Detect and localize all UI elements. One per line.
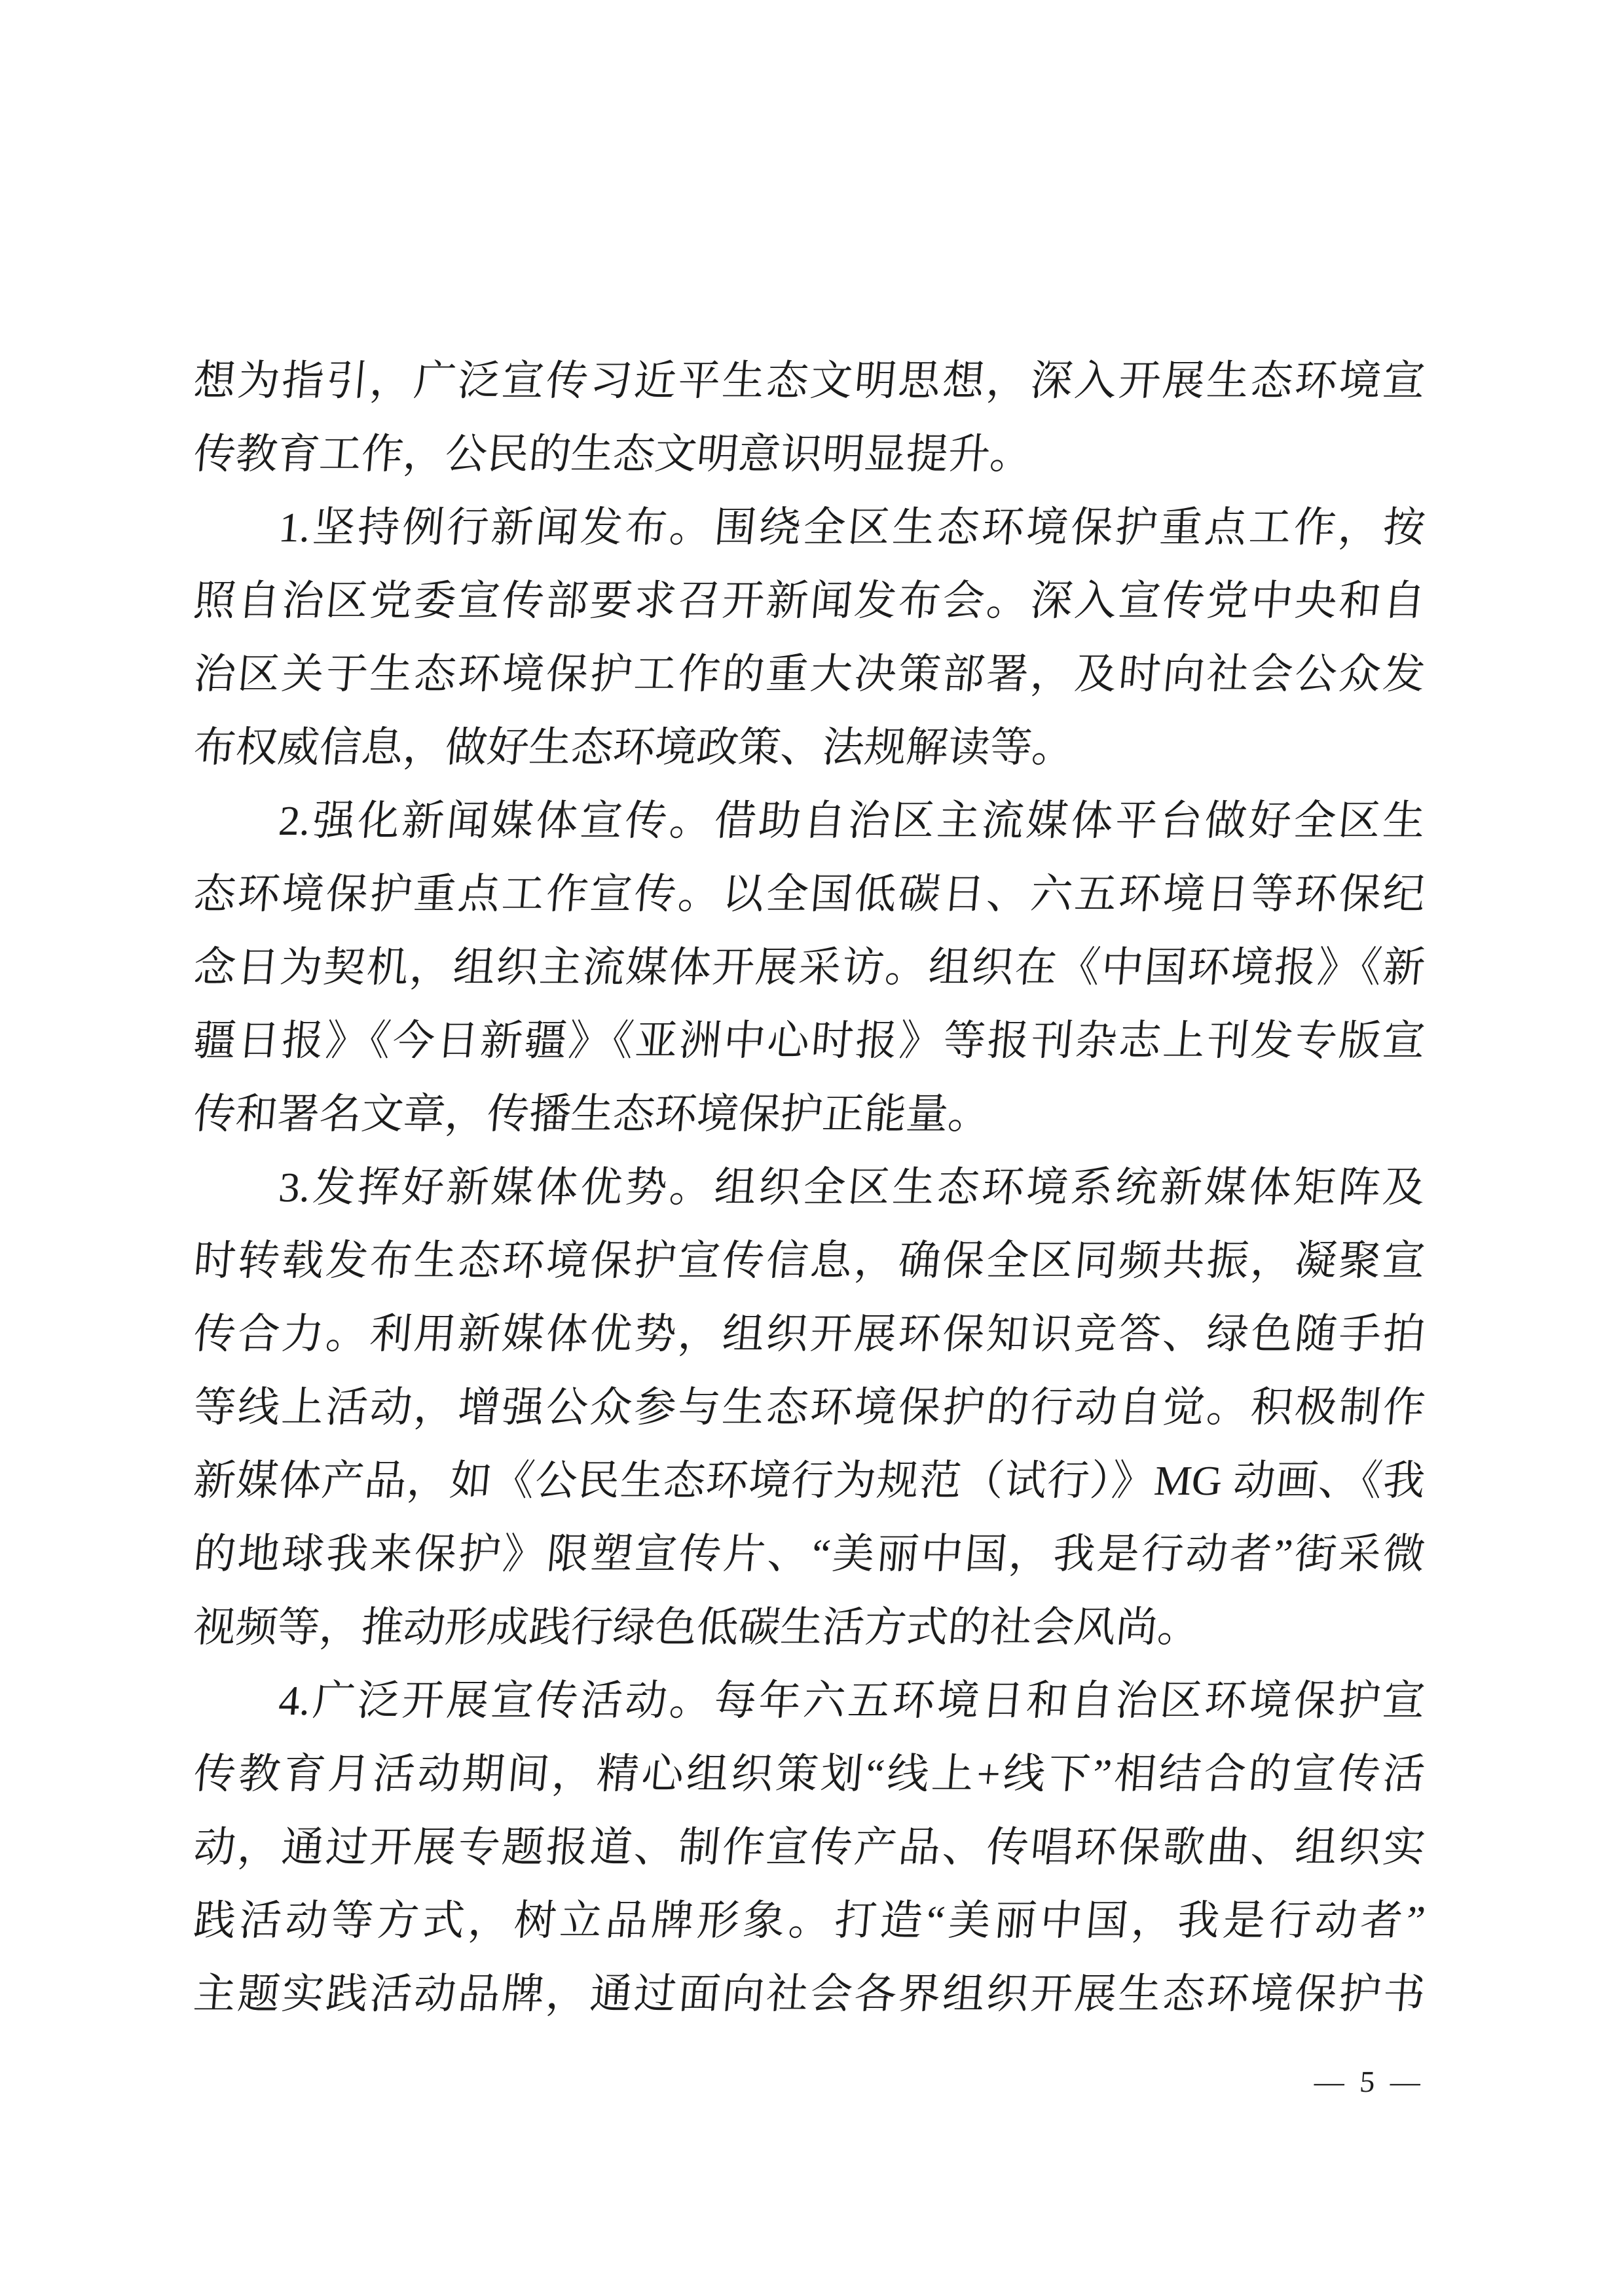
text-line: 的地球我来保护》限塑宣传片、“美丽中国，我是行动者”街采微 (191, 1531, 1428, 1577)
text-line: 传和署名文章，传播生态环境保护正能量。 (191, 1091, 993, 1137)
text-line: 3.发挥好新媒体优势。组织全区生态环境系统新媒体矩阵及 (276, 1164, 1428, 1211)
text-line: 等线上活动，增强公众参与生态环境保护的行动自觉。积极制作 (191, 1384, 1428, 1430)
document-body (191, 344, 1428, 2031)
text-line: 传教育月活动期间，精心组织策划“线上+线下”相结合的宣传活 (191, 1751, 1428, 1797)
text-line: 念日为契机，组织主流媒体开展采访。组织在《中国环境报》《新 (191, 944, 1428, 991)
text-line: 时转载发布生态环境保护宣传信息，确保全区同频共振，凝聚宣 (191, 1237, 1428, 1284)
text-line: 传教育工作，公民的生态文明意识明显提升。 (191, 431, 1035, 477)
text-line: 4.广泛开展宣传活动。每年六五环境日和自治区环境保护宣 (276, 1677, 1428, 1724)
text-line: 2.强化新闻媒体宣传。借助自治区主流媒体平台做好全区生 (276, 797, 1428, 844)
text-line: 新媒体产品，如《公民生态环境行为规范（试行）》MG 动画、《我 (191, 1457, 1428, 1504)
text-line: 1.坚持例行新闻发布。围绕全区生态环境保护重点工作，按 (276, 504, 1428, 551)
text-line: 疆日报》《今日新疆》《亚洲中心时报》等报刊杂志上刊发专版宣 (191, 1017, 1428, 1064)
text-line: 践活动等方式，树立品牌形象。打造“美丽中国，我是行动者” (191, 1897, 1428, 1944)
text-line: 布权威信息，做好生态环境政策、法规解读等。 (191, 724, 1077, 771)
text-line: 视频等，推动形成践行绿色低碳生活方式的社会风尚。 (191, 1604, 1202, 1650)
text-line: 想为指引，广泛宣传习近平生态文明思想，深入开展生态环境宣 (191, 357, 1428, 404)
text-line: 动，通过开展专题报道、制作宣传产品、传唱环保歌曲、组织实 (191, 1824, 1428, 1870)
text-line: 治区关于生态环境保护工作的重大决策部署，及时向社会公众发 (191, 651, 1428, 697)
text-line: 传合力。利用新媒体优势，组织开展环保知识竞答、绿色随手拍 (191, 1311, 1428, 1357)
text-line: 态环境保护重点工作宣传。以全国低碳日、六五环境日等环保纪 (191, 871, 1428, 917)
page-number: — 5 — (1313, 2065, 1426, 2098)
text-line: 主题实践活动品牌，通过面向社会各界组织开展生态环境保护书 (191, 1971, 1428, 2017)
text-line: 照自治区党委宣传部要求召开新闻发布会。深入宣传党中央和自 (191, 577, 1428, 624)
